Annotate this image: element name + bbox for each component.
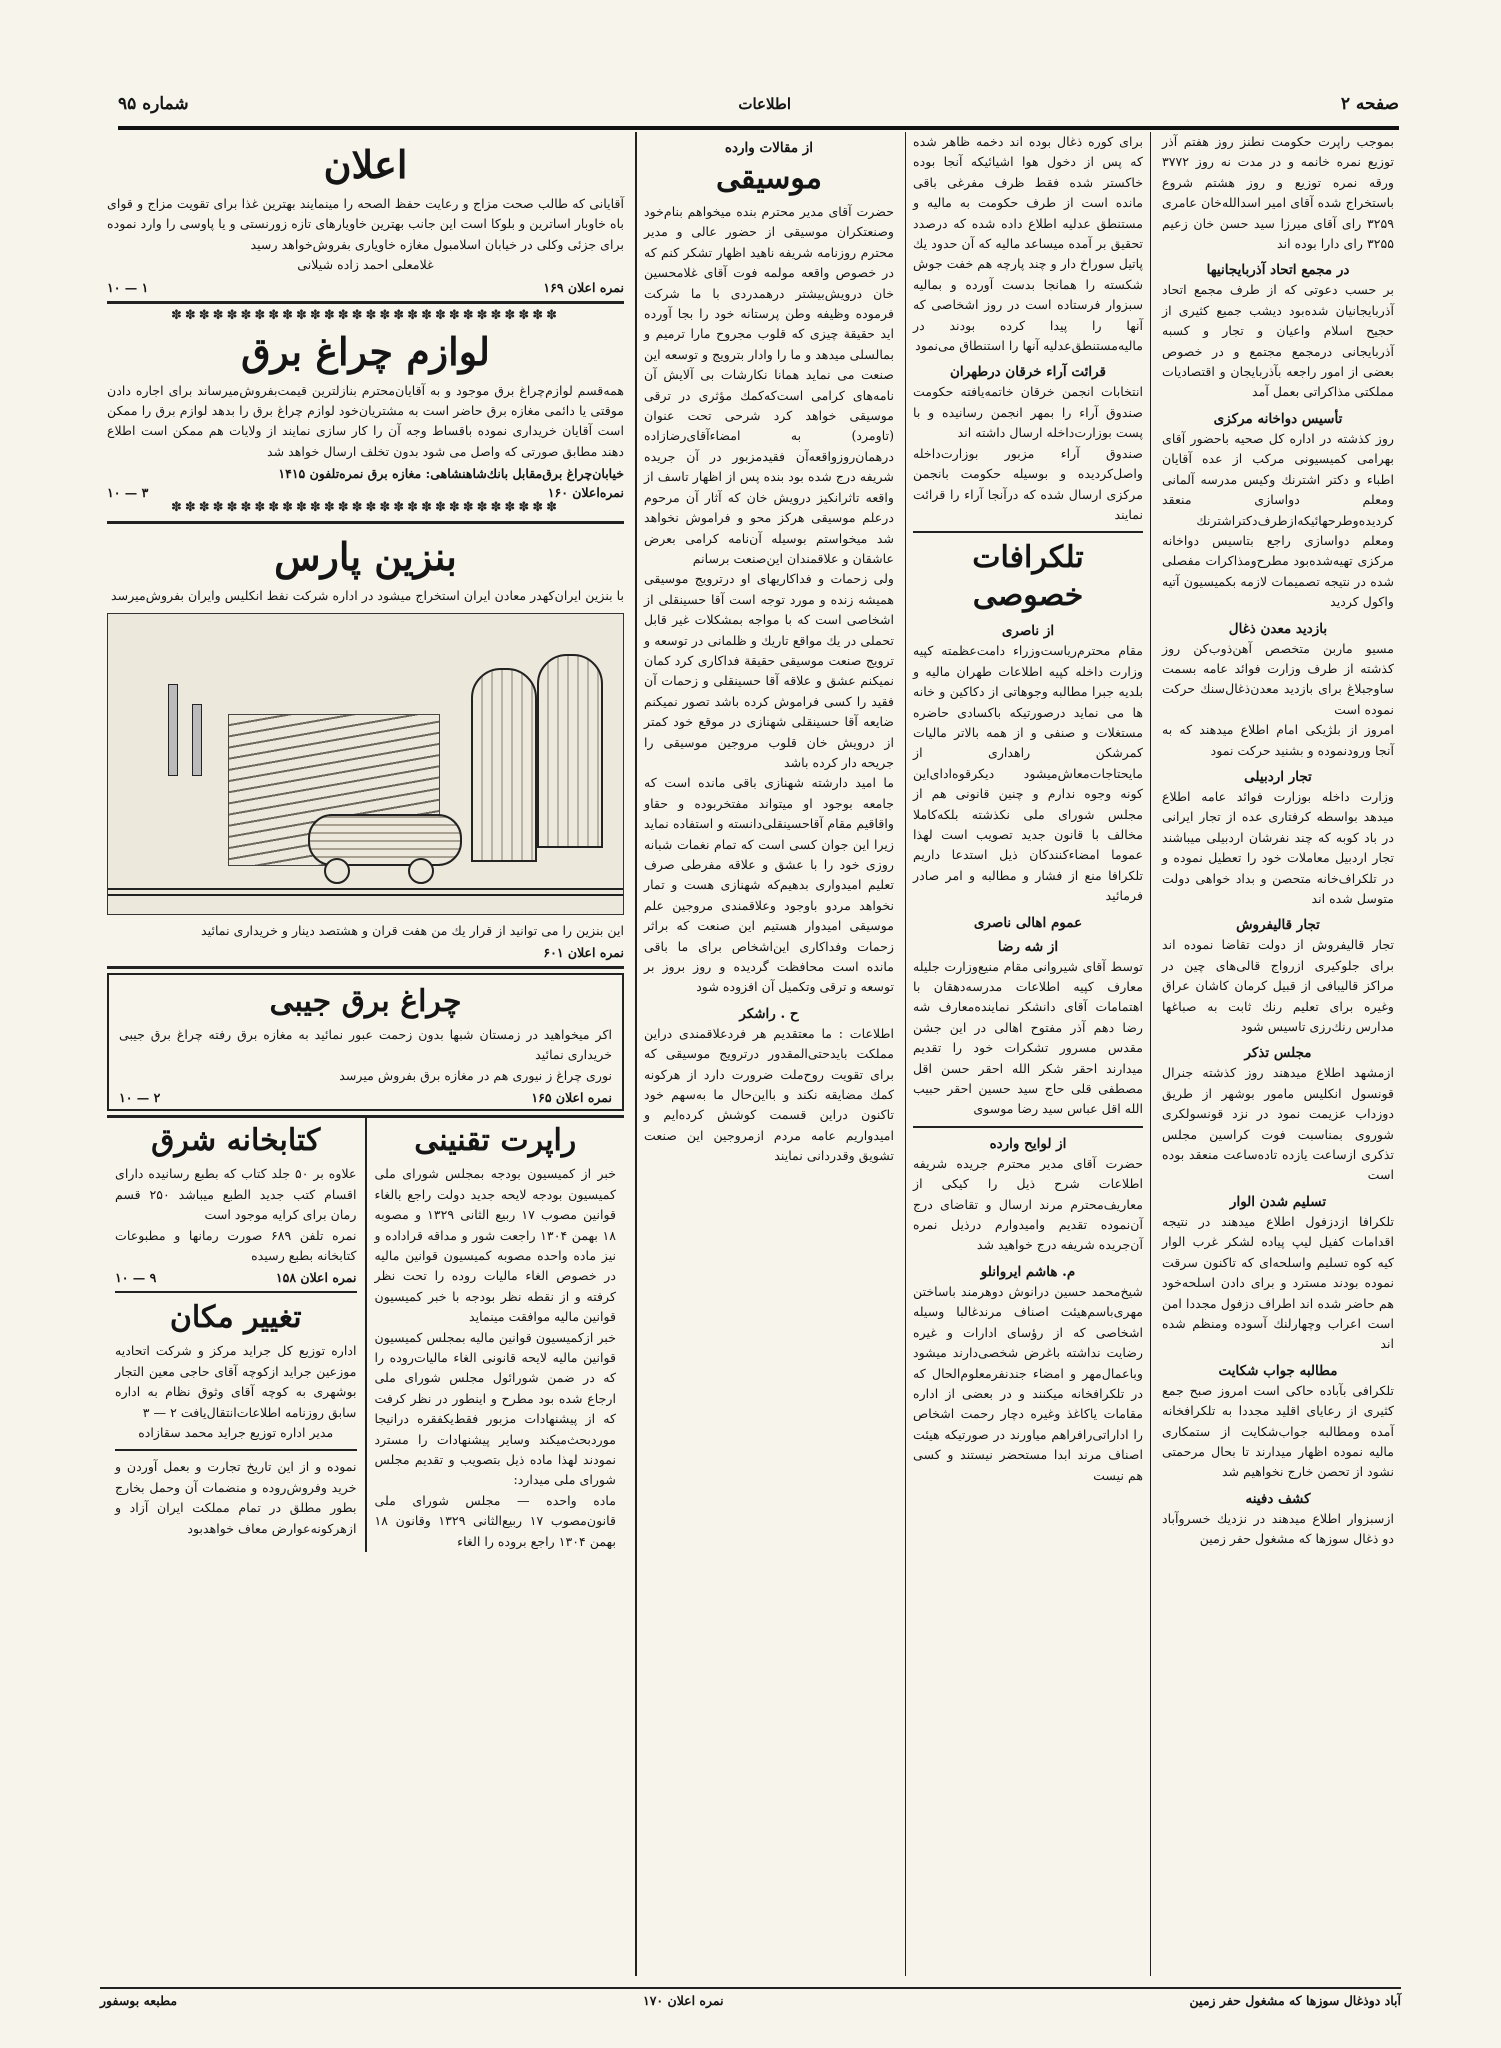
ad-number: نمره اعلان ۱۶۹ <box>543 279 624 295</box>
divider <box>115 1291 357 1293</box>
report-text: ماده واحده — مجلس شورای ملی قانون‌مصوب ۱۷ ربیع‌الثانی ۱۳۲۹ وقانون ۱۸ بهمن ۱۳۰۴ راجع بروده را الغاء <box>374 1492 616 1549</box>
page-number: صفحه ۲ <box>1340 94 1399 114</box>
article-heading: تأسیس دواخانه مرکزی <box>1213 410 1343 427</box>
article-text: ما امید دارشته شهنازی باقی مانده است که جامعه بوجود او میتواند مفتخربوده و حقاو واقاقیم مقام آقاحسینقلی‌دانسته و استفاده نماید زیرا این جوان کسی است که تمام نغمات شبانه روزی خود را با عشق و علاقه مفرطی صرف تعلیم امیدواری بدهیم‌که شهنازی هست و تمار نخواهد مردو باوجود وعلاقمندی مروجین علم موسیقی امیدوار هستیم این صنعت که براثر زحمات وفداکاری این‌اشخاص برای ما باقی مانده است محافظت گردیده و روز بروز بر توسعه و ترقی وتکمیل آن افزوده شود <box>644 775 894 995</box>
news-column-2 <box>905 132 1151 1976</box>
article-text: ولی زحمات و فداکاریهای او درترویج موسیقی همیشه زنده و مورد توجه است آقا حسینقلی از اشخاصی است که با مواجه بمشکلات غیر قابل تحملی در یك مواقع تاریك و ظلمانی در توسعه و ترویج صنعت موسیقی حقیقة فداکاری کرد کمان نمیکنم عشق و علاقه آقا حسینقلی و زحمات آن فقید را کسی فراموش کرده باشد تصور نمیکنم ضایعه آقا حسینقلی شهنازی در موقع خود کمتر از درویش خان قلوب مروجین موسیقی را جریحه دار کرده باشد <box>644 571 894 770</box>
article-heading: تجار قالیفروش <box>1236 917 1320 934</box>
ad-address: خیابان‌چراغ برق‌مقابل بانك‌شاهنشاهی: مغازه برق نمره‌تلفون ۱۴۱۵ <box>278 466 624 482</box>
storage-tanks <box>463 654 603 884</box>
ornament-border: ✽✽✽✽✽✽✽✽✽✽✽✽✽✽✽✽✽✽✽✽✽✽✽✽✽✽✽✽ <box>171 307 560 323</box>
ad-text: اکر میخواهید در زمستان شبها بدون زحمت عبور نمائید به مغازه برق رفته چراغ برق جیبی خریداری نمائید <box>119 1027 612 1063</box>
wheel-icon <box>324 858 350 884</box>
article-text: ازسبزوار اطلاع میدهند در نزدیك خسروآباد دو ذغال سوزها که مشغول حفر زمین <box>1162 1510 1394 1547</box>
article-text: اطلاعات : ما معتقدیم هر فردعلاقمندی دراین مملکت بایدحتی‌المقدور درترویج موسیقی که برای تقویت روح‌ملت ضرورت دارد از هرکونه کمك مضایقه نکند و بااین‌حال ما به‌سهم خود تاکنون دراین قسمت کوشش کرده‌ایم و امیدواریم عامه مردم ازمروجین این صنعت تشویق وقدردانی نمایند <box>644 1025 894 1164</box>
tank-icon <box>471 668 537 862</box>
ad-text: این بنزین را می توانید از قرار یك من هفت قران و هشتصد دینار و خریداری نمائید <box>201 922 624 938</box>
article-heading: تسلیم شدن الوار <box>1229 1193 1327 1210</box>
article-text: امروز از بلژیکی امام اطلاع میدهند که به آنجا ورودنموده و بشنید حرکت نمود <box>1162 722 1394 758</box>
ad-dates: ۹ — ۱۰ <box>115 1270 157 1286</box>
ad-number: نمره اعلان ۱۶۵ <box>531 1090 612 1106</box>
ad-text: نمره تلفن ۶۸۹ صورت رمانها و مطبوعات کتابخانه بطبع رسیده <box>115 1227 357 1263</box>
tanker-car-icon <box>308 814 462 866</box>
article-text: بموجب راپرت حکومت نطنز روز هفتم آذر توزیع نمره خانمه و در مدت نه روز ۳۷۷۲ ورقه نمره توزیع و روز هشتم شروع باستخراج شده آقای امیر اسدالله‌خان عامری ۳۲۵۹ رای آقای میرزا سید حسن خان زعیم ۳۲۵۵ رای دارا بوده اند <box>1162 134 1394 252</box>
bookstore-title: کتابخانه شرق <box>151 1123 321 1159</box>
music-title: موسیقی <box>716 161 822 196</box>
small-ads <box>107 1118 367 1552</box>
article-text: ازمشهد اطلاع میدهند روز کذشته جنرال قونسول انکلیس مامور بوشهر از طریق دوزداب عزیمت نمود در نزد قونسولکری شوروی بمناسبت فوت کراسین مجلس تذکری ازساعت یازده تاده‌ساعت منعقد بوده است <box>1162 1065 1394 1183</box>
ad-text: با بنزین ایران‌کهدر معادن ایران استخراج میشود در اداره شرکت نفط انکلیس وایران بفروش‌میرسد <box>111 588 624 604</box>
article-text: حضرت آقای مدیر محترم بنده میخواهم بنام‌خود وصنعتکران موسیقی از حضور عالی و مدیر محترم روزنامه شریفه ناهید اظهار تشکر کنم که در خصوص واقعه مولمه فوت آقای غلامحسین خان درویش‌بیشتر درهمدردی با ما شرکت فرموده وظیفه وطن پرستانه خود را بجا آورده اید حقیقة چیزی که قلوب مجروح مارا ترمیم و بمالسلی میدهد و ما را وادار بترویج و توسعه این صنعت می نماید همانا نکارشات بی آلایش آن نامه‌های کرامی است‌که‌کمك مؤثری در ترقی موسیقی خواهد کرد شرحی تحت عنوان (تاومرد) به امضاءآقای‌رضازاده درهمان‌روزواقعه‌آن فقیدمزبور در آن جریده شریفه درج شده بود بنده پس از اظهار تاسف از واقعه تاثرانکیز درویش خان که آثار آن مرحوم درعلم موسیقی هرکز محو و فراموش نخواهد شد میخواستم بوسیله آن‌نامه کرامی بعرض عاشقان و علاقمندان این‌صنعت برسانم <box>644 204 894 566</box>
dateline: از ناصری <box>1001 623 1055 640</box>
news-column-3 <box>635 132 901 1976</box>
issue-number: شماره ۹۵ <box>118 94 189 114</box>
article-text: روز کذشته در اداره کل صحیه باحضور آقای بهرامی کمیسیونی مرکب از عده آقایان اطباء و دکتر اشترنك وکیس مدرسه آلمانی ومعلم دواسازی منعقد کردیده‌وطرحهائیکه‌ازطرف‌دکتراشترنك ومعلم دواسازی راجع بتاسیس دواخانه مرکزی تهیه‌شده‌بود مطرح‌ومذاکرات مفصلی شده در نتیجه تصمیمات لازمه بکمیسیون آتیه واکول کردید <box>1162 430 1394 610</box>
signature: م. هاشم ایروانلو <box>980 1263 1076 1280</box>
ad-dates: ۲ — ۱۰ <box>119 1090 161 1106</box>
ad-text: اداره توزیع کل جراید مرکز و شرکت اتحادیه موزعین جراید ازکوچه آقای حاجی معین التجار بوشهری به کوچه آقای وثوق نظام به اداره سابق روزنامه اطلاعات‌انتقال‌یافت ۲ — ۳ <box>115 1343 357 1420</box>
ad-dates: ۱ — ۱۰ <box>107 279 149 295</box>
ad-meta <box>107 485 624 500</box>
chimney-icon <box>168 684 178 776</box>
move-title: تغییر مکان <box>169 1300 302 1336</box>
electric-supplies-ad <box>107 304 624 525</box>
dateline: از شه رضا <box>997 938 1059 955</box>
article-text: مقام محترم‌ریاست‌وزراء دامت‌عظمته کپیه وزارت داخله کپیه اطلاعات طهران مالیه و بلدیه جبرا مطالبه وجوهاتی از دکاکین و خانه ها می نماید درصورتیکه باکسادی حاضره مستغلات و صنفی و از همه بالاتر مالیات کمرشکن راهداری از مایحتاجات‌معاش‌میشود دیکرقوه‌ادای‌این کونه وجوه ندارم و چنین قانونی هم از مجلس شورای ملی نکذشته بلکه‌کاملا مخالف با قانون جدید تصویب است لهذا عموما امضاءکنندکان ذیل استدعا داریم تلکرافا منع از فشار و مطالبه و امر صادر فرمائید <box>913 643 1143 904</box>
article-text: بر حسب دعوتی که از طرف مجمع اتحاد آذربایجانیان شده‌بود دیشب جمیع کثیری از حجیح اسلام واعیان و تجار و کسبه آذربایجانی درمجمع مجتمع و در خصوص بعضی از امور راجعه بآذربایجان و اقتصادیات مملکتی مذاکراتی بعمل آمد <box>1162 282 1394 400</box>
divider <box>115 1449 357 1451</box>
article-text: انتخابات انجمن خرقان خاتمه‌یافته حکومت صندوق آراء را بمهر انجمن رسانیده و با پست بوزارت‌داخله ارسال داشته اند <box>913 384 1143 441</box>
wheel-icon <box>408 858 434 884</box>
ad-title: چراغ برق جیبی <box>269 984 462 1020</box>
ad-title: بنزین پارس <box>274 534 457 580</box>
masthead: اطلاعات <box>738 95 792 113</box>
article-heading: از لوایح وارده <box>989 1135 1067 1152</box>
ad-signer: مدیر اداره توزیع جراید محمد سقازاده <box>138 1424 334 1440</box>
ad-text: نموده و از این تاریخ تجارت و بعمل آوردن و خرید وفروش‌روده و منضمات آن وحمل بخارج بطور مطلق در تمام مملکت ایران آزاد و ازهرکونه‌عوارض معاف خواهدبود <box>115 1459 357 1536</box>
article-text: حضرت آقای مدیر محترم جریده شریفه اطلاعات شرح ذیل را کیکی از معاریف‌محترم مرند ارسال و تقاضای درج آن‌نموده تقدیم وامیدوارم درذیل نمره آن‌جریده شریفه درج خواهید شد <box>913 1155 1143 1253</box>
article-heading: در مجمع اتحاد آذربایجانیها <box>1206 262 1350 279</box>
ad-text: علاوه بر ۵۰ جلد کتاب که بطبع رسانیده دارای اقسام کتب جدید الطبع میباشد ۲۵۰ قسم رمان برای کرایه موجود است <box>115 1166 357 1223</box>
page-footer <box>100 1987 1401 2008</box>
section-label: از مقالات وارده <box>724 140 814 156</box>
article-text: صندوق آراء مزبور بوزارت‌داخله واصل‌کردیده و بوسیله حکومت بانجمن مرکزی ارسال شده که درآنجا آراء را قرائت نمایند <box>913 445 1143 522</box>
article-text: وزارت داخله بوزارت فوائد عامه اطلاع میدهد بواسطه کرفتاری عده از تجار ایرانی در باد کوبه که چند نفرشان اردبیلی میباشند تجار اردبیل معاملات خود را تعطیل نموده و در تلکراف‌خانه متحصن و بداد خواهی دولت متوسل شده اند <box>1162 788 1394 906</box>
chimney-icon <box>192 704 202 776</box>
ads-column <box>100 132 631 1976</box>
article-heading: قرائت آراء خرقان درطهران <box>949 364 1107 381</box>
pocket-torch-ad <box>107 973 624 1111</box>
rail-track <box>108 888 623 896</box>
refinery-illustration <box>107 613 624 915</box>
ad-number: نمره اعلان ۱۵۸ <box>275 1270 357 1286</box>
ad-meta <box>107 466 624 481</box>
article-text: توسط آقای شیروانی مقام منیع‌وزارت جلیله معارف کپیه اطلاعات مدرسه‌دهقان با اهتمامات آقای دانشکر نماینده‌معارف شه رضا دهم آذر مفتوح اهالی در این جشن مقدس مسرور تشکرات خود را تقدیم میدارند احقر شکر الله احقر حسن اقل مصطفی قلی حاج سید حسین احقر حبیب الله اقل عباس سید رضا موسوی <box>913 958 1143 1117</box>
footer-text: آباد دوذغال سوزها که مشغول حفر زمین <box>1189 1993 1401 2008</box>
article-text: تلکرافا ازدزفول اطلاع میدهند در نتیجه اقدامات کفیل لیپ پیاده لشکر غرب الوار کیه کوه تسلیم واسلحه‌ای که تاکنون سرقت نموده بودند مسترد و برای دادن اسلحه‌خود هم حاضر شده اند اطراف دزفول مجددا امن است اعراب وچهارلنك آسوده ومنظم شده اند <box>1162 1213 1394 1352</box>
pars-petrol-ad <box>107 524 624 969</box>
report-title: راپرت تقنینی <box>414 1123 577 1159</box>
article-text: برای کوره ذغال بوده اند دخمه ظاهر شده که پس از دخول هوا اشیائیکه آنجا بوده خاکستر شده فقط ظرف مفرغی باقی مانده است از طرف حکومت به مالیه و مستنطق عدلیه اطلاع داده شده که درصدد تحقیق بر آمده میساعد مالیه که آن حدود یك پاتیل سوراخ دار و چند پارچه هم خفت جوش شکسته را همانجا بدست آورده و بمالیه سبزوار فرستاده است در روز اشخاصی که آنها را پیدا کرده بودند در مالیه‌مستنطق‌عدلیه آنها را استنطاق می‌نمود <box>913 134 1143 354</box>
ad-meta <box>107 945 624 960</box>
caviar-ad <box>107 132 624 304</box>
article-heading: مجلس تذکر <box>1244 1045 1312 1062</box>
ad-title: لوازم چراغ برق <box>241 328 490 374</box>
page-header <box>118 82 1399 130</box>
bottom-ads-row <box>107 1115 624 1552</box>
ad-dates: ۳ — ۱۰ <box>107 485 149 501</box>
signature: عموم اهالی ناصری <box>973 914 1083 931</box>
news-column-1 <box>1155 132 1401 1976</box>
tank-icon <box>537 654 603 848</box>
ad-number: نمره‌اعلان ۱۶۰ <box>547 485 624 501</box>
ad-text: همه‌قسم لوازم‌چراغ برق موجود و به آقایان‌محترم بنازلترین قیمت‌بفروش‌میرساند برای اجاره دادن موقتی یا دائمی مغازه برق حاضر است به مشتریان‌خود لوازم چراغ برق را بدهد لوازم برق را ممکن است آقایان خریداری نموده باقساط وجه آن را کار سازی نمایند از ولایات هم ممکن است اطلاع دهند مطابق صورتی که واصل می شود بدون تخلف ارسال خواهد شد <box>107 382 624 459</box>
article-text: تلکرافی بآباده حاکی است امروز صبح جمع کثیری از رعایای اقلید مجددا به تلکرافخانه آمده ومطالبه جواب‌شکایت از ستمکاری مالیه نموده اظهار میدارند تا بحال مرحمتی نشود از تحصن خارج نخواهیم شد <box>1162 1382 1394 1480</box>
article-text: مسیو ماربن متخصص آهن‌ذوب‌کن روز کذشته از طرف وزارت فوائد عامه بسمت ساوجبلاغ برای بازدید معدن‌ذغال‌سنك حرکت نموده است <box>1162 640 1394 717</box>
footer-ad-number: نمره اعلان ۱۷۰ <box>643 1993 724 2008</box>
ad-number: نمره اعلان ۶۰۱ <box>543 945 624 961</box>
ad-text: آقایانی که طالب صحت مزاج و رعایت حفظ الصحه را مینمایند بهترین غذا برای تقویت مزاج و قوای باه خاوبار اساترین و بلوکا است این جانب بهترین خاویارهای تازه زورنستی و یا پاوسی را وارد نموده برای جزئی وکلی در خیابان اسلامبول مغازه خاویاری بفروش‌خواهد رسید <box>107 196 624 252</box>
ad-signer: غلامعلی احمد زاده شیلانی <box>297 257 434 273</box>
ornament-border: ✽✽✽✽✽✽✽✽✽✽✽✽✽✽✽✽✽✽✽✽✽✽✽✽✽✽✽✽ <box>171 500 560 516</box>
article-text: تجار قالیفروش از دولت تقاضا نموده اند برای جلوکیری ازرواج قالی‌های چین در مراکز قالیبافی از قبیل کرمان کاشان عراق وغیره برای تعلیم رنك ثابت به صباغها مدارس رنك‌رزی تاسیس شود <box>1162 937 1394 1035</box>
tanker-train <box>288 814 468 884</box>
ad-meta <box>107 280 624 295</box>
divider <box>913 1126 1143 1128</box>
telegrams-title: تلکرافات خصوصی <box>972 540 1084 614</box>
divider <box>913 531 1143 533</box>
article-heading: بازدید معدن ذغال <box>1228 620 1328 637</box>
ad-title: اعلان <box>323 142 408 187</box>
legislative-report <box>367 1118 625 1552</box>
article-heading: تجار اردبیلی <box>1244 768 1312 785</box>
report-text: خبر از کمیسیون بودجه بمجلس شورای ملی کمیسیون بودجه لایحه جدید دولت راجع بالغاء قوانین مصوب ۱۷ ربیع الثانی ۱۳۲۹ و مصوبه ۱۸ بهمن ۱۳۰۴ راجعت شور و مداقه قراداده و نیز ماده واحده مصوبه کمیسیون قوانین مالیه در خصوص الغاء مالیات روده را تحت نظر کرفته و از نقطه نظر بودجه با خبر کمیسیون قوانین مالیه موافقت مینماید <box>374 1166 617 1325</box>
ad-meta <box>119 1090 612 1105</box>
article-text: شیخ‌محمد حسین درانوش دوهرمند باساختن مهری‌باسم‌هیئت اصناف مرندغالبا وسیله اشخاصی که از رؤسای ادارات و غیره رضایت نداشته باغرض شخصی‌دارند میشود وباعمال‌مهر و امضاء جندنفرمعلوم‌الحال که در تلکرافخانه میکنند و در بعضی از اداره مقامات یاکاغذ وغیره دچار رحمت اشخاص را اداراتی‌رافراهم میاورند در صورتیکه هیئت اصناف مرند ابدا مستحضر نیستند و کسی هم نیست <box>913 1283 1143 1483</box>
printer-name: مطبعه بوسفور <box>100 1993 178 2008</box>
ad-text: نوری چراغ ز نیوری هم در مغازه برق بفروش میرسد <box>339 1067 612 1083</box>
article-heading: مطالبه جواب شکایت <box>1218 1362 1338 1379</box>
article-heading: کشف دفینه <box>1245 1490 1311 1507</box>
ad-meta <box>115 1270 357 1285</box>
signature: ح . راشکر <box>739 1005 799 1022</box>
report-text: خبر ازکمیسیون قوانین مالیه بمجلس کمیسیون قوانین مالیه لایحه قانونی الغاء مالیات‌روده را که در ضمن شورائول مجلس شورای ملی ارجاع شده بود مطرح و اینطور در نظر کرفت که از پیشنهادات مزبور فقط‌یکفقره درانیجا موردبحث‌میکند وسایر پیشنهادات را مسترد نمودند لهذا ماده‌ ذیل بتصویب و تقدیم مجلس شورای ملی میدارد: <box>374 1329 616 1488</box>
